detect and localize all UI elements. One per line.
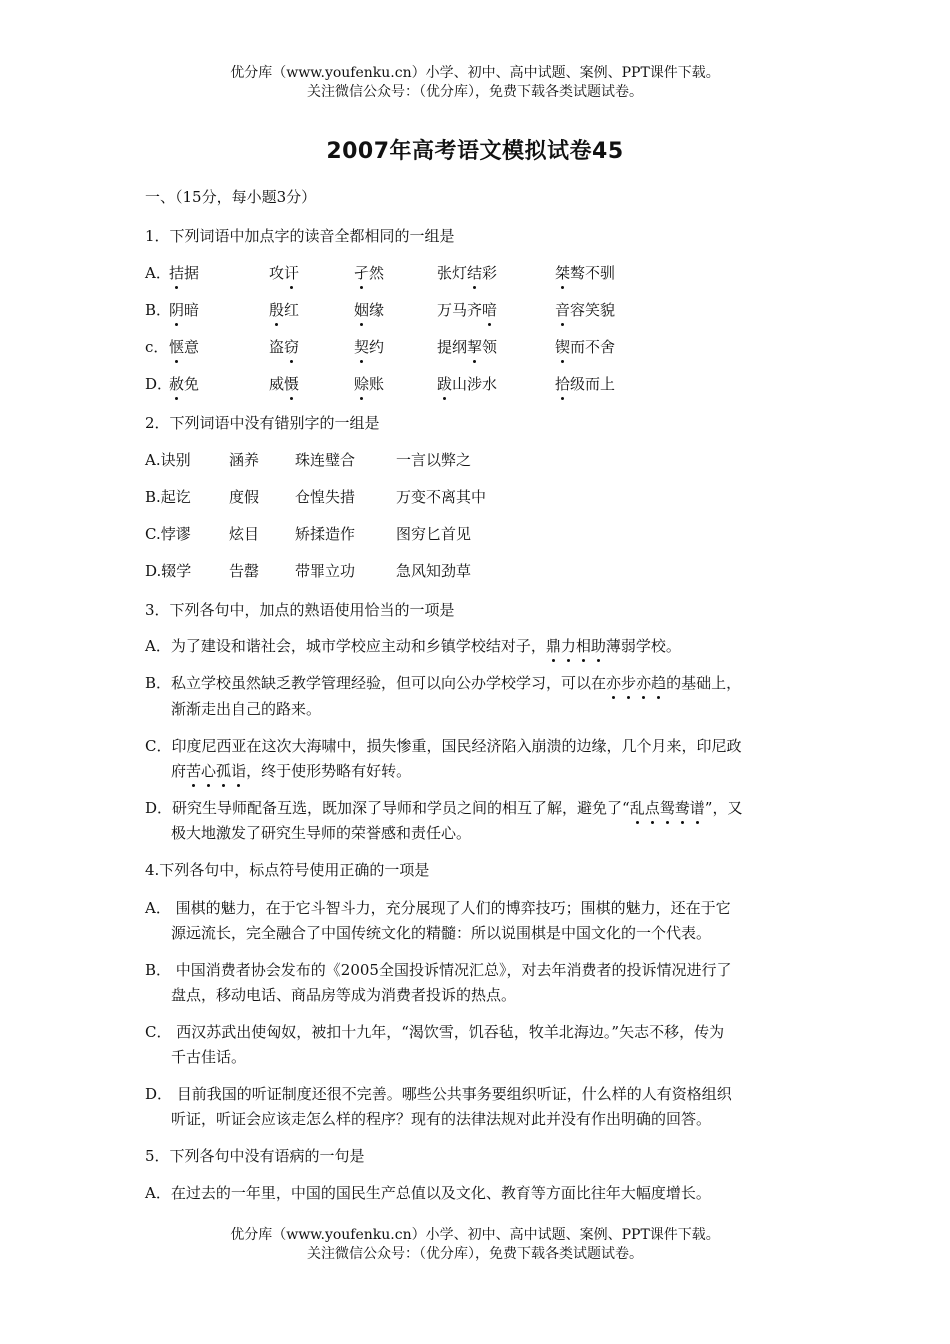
word-part: 缘	[369, 301, 385, 319]
q1-word	[354, 262, 384, 284]
dotted-character: 趋	[651, 674, 667, 692]
dotted-character: 讦	[284, 264, 300, 282]
dotted-character: 助	[590, 637, 606, 655]
dotted-character: 阴	[169, 301, 185, 319]
dotted-character: 锲	[555, 338, 571, 356]
word-part: 免	[184, 375, 200, 393]
dotted-character: 喑	[482, 301, 498, 319]
dotted-character: 相	[575, 637, 591, 655]
q2-word: D.辍学	[145, 562, 192, 580]
word-part: 约	[369, 338, 385, 356]
q1-word	[437, 299, 497, 321]
q1-word	[169, 299, 199, 321]
page-footer	[0, 1226, 950, 1264]
q1-option-label: B．	[145, 301, 172, 319]
word-part: 级而上	[570, 375, 616, 393]
dotted-character: 谱	[689, 799, 705, 817]
q1-word	[269, 299, 299, 321]
dotted-character: 跋	[437, 375, 453, 393]
word-part: 提纲	[437, 338, 468, 356]
header-line-2: 关注微信公众号：（优分库），免费下载各类试题试卷。	[307, 84, 643, 100]
q2-word: 万变不离其中	[396, 488, 487, 506]
q4-option-c-line2: 千古佳话。	[171, 1048, 247, 1066]
dotted-character: 步	[621, 674, 637, 692]
dotted-character: 亦	[636, 674, 652, 692]
q1-option-label: D．	[145, 375, 173, 393]
q1-word	[437, 336, 497, 358]
q3-option-d-line2: 极大地激发了研究生导师的荣誉感和责任心。	[171, 824, 472, 842]
footer-line-2: 关注微信公众号：（优分库），免费下载各类试题试卷。	[307, 1246, 643, 1262]
q2-word: 炫目	[229, 525, 260, 543]
word-part: 暗	[184, 301, 200, 319]
q2-word: 涵养	[229, 451, 260, 469]
dotted-character: 孤	[216, 762, 232, 780]
q1-word	[169, 336, 199, 358]
dotted-character: 结	[467, 264, 483, 282]
dotted-character: 殷	[269, 301, 285, 319]
dotted-character: 力	[560, 637, 576, 655]
q2-word: 图穷匕首见	[396, 525, 472, 543]
q3-d-tail: ”，又	[704, 799, 743, 817]
q3-c-tail: ，终于使形势略有好转。	[246, 762, 412, 780]
q3-stem: 3．下列各句中，加点的熟语使用恰当的一项是	[145, 601, 455, 619]
dotted-character: 拾	[555, 375, 571, 393]
q2-word: 告罄	[229, 562, 260, 580]
dotted-character: 惬	[169, 338, 185, 356]
dotted-character: 慑	[284, 375, 300, 393]
dotted-character: 亦	[606, 674, 622, 692]
q2-stem: 2．下列词语中没有错别字的一组是	[145, 414, 380, 432]
footer-line-1: 优分库（www.youfenku.cn）小学、初中、高中试题、案例、PPT课件下载。	[230, 1227, 720, 1243]
q2-word: C.悖谬	[145, 525, 191, 543]
dotted-character: 桀	[555, 264, 571, 282]
q4-option-a-line2: 源远流长，完全融合了中国传统文化的精髓：所以说围棋是中国文化的一个代表。	[171, 924, 712, 942]
q1-word	[555, 373, 615, 395]
dotted-character: 苦	[186, 762, 202, 780]
q4-option-d-line1: D． 目前我国的听证制度还很不完善。哪些公共事务要组织听证，什么样的人有资格组织	[145, 1085, 732, 1103]
dotted-character: 点	[644, 799, 660, 817]
q3-option-b-line2: 渐渐走出自己的路来。	[171, 700, 322, 718]
dotted-character: 窃	[284, 338, 300, 356]
q3-b-dotted-phrase	[606, 674, 666, 692]
q1-word	[555, 299, 615, 321]
q4-option-b-line1: B． 中国消费者协会发布的《2005全国投诉情况汇总》，对去年消费者的投诉情况进行了	[145, 961, 732, 979]
word-part: 账	[369, 375, 385, 393]
page-header	[0, 64, 950, 102]
q4-option-d-line2: 听证，听证会应该走怎么样的程序？现有的法律法规对此并没有作出明确的回答。	[171, 1110, 712, 1128]
q3-option-d-line1	[145, 797, 742, 819]
header-line-1: 优分库（www.youfenku.cn）小学、初中、高中试题、案例、PPT课件下载。	[230, 65, 720, 81]
q3-c-dotted-phrase	[186, 762, 246, 780]
word-part: 领	[482, 338, 498, 356]
q4-stem: 4.下列各句中，标点符号使用正确的一项是	[145, 861, 430, 879]
q1-word	[269, 262, 299, 284]
dotted-character: 孑	[354, 264, 370, 282]
word-part: 然	[369, 264, 385, 282]
word-part: 张灯	[437, 264, 468, 282]
q2-word: 珠连璧合	[295, 451, 356, 469]
q4-option-c-line1: C． 西汉苏武出使匈奴，被扣十九年，“渴饮雪，饥吞毡，牧羊北海边。”矢志不移，传为	[145, 1023, 725, 1041]
dotted-character: 赦	[169, 375, 185, 393]
q1-word	[354, 373, 384, 395]
q3-option-c-line1: C．印度尼西亚在这次大海啸中，损失惨重，国民经济陷入崩溃的边缘，几个月来，印尼政	[145, 737, 742, 755]
q2-word: 矫揉造作	[295, 525, 356, 543]
word-part: 骜不驯	[570, 264, 616, 282]
q1-option-label: A．	[145, 264, 171, 282]
q1-word	[269, 336, 299, 358]
dotted-character: 心	[201, 762, 217, 780]
dotted-character: 赊	[354, 375, 370, 393]
q1-word	[437, 373, 497, 395]
q3-a-tail: 薄弱学校。	[605, 637, 681, 655]
q3-a-text: A．为了建设和谐社会，城市学校应主动和乡镇学校结对子，	[145, 637, 546, 655]
q2-word: 带罪立功	[295, 562, 356, 580]
q1-word	[169, 262, 199, 284]
q3-d-dotted-phrase	[630, 799, 705, 817]
q1-word	[169, 373, 199, 395]
q4-option-a-line1: A． 围棋的魅力，在于它斗智斗力，充分展现了人们的博弈技巧；围棋的魅力，还在于它	[145, 899, 731, 917]
q1-word	[555, 336, 615, 358]
q3-d-text: D．研究生导师配备互选，既加深了导师和学员之间的相互了解，避免了“	[145, 799, 630, 817]
q3-option-b-line1	[145, 672, 741, 694]
q2-word: 一言以弊之	[396, 451, 472, 469]
q4-option-b-line2: 盘点，移动电话、商品房等成为消费者投诉的热点。	[171, 986, 517, 1004]
q1-word	[354, 299, 384, 321]
section-heading: 一、（15分，每小题3分）	[145, 188, 317, 206]
word-part: 攻	[269, 264, 285, 282]
dotted-character: 挈	[467, 338, 483, 356]
dotted-character: 乱	[629, 799, 645, 817]
q5-stem: 5．下列各句中没有语病的一句是	[145, 1147, 365, 1165]
word-part: 据	[184, 264, 200, 282]
q1-option-label: c．	[145, 338, 169, 356]
q1-word	[555, 262, 615, 284]
q1-word	[437, 262, 497, 284]
q1-word	[354, 336, 384, 358]
word-part: 山涉水	[452, 375, 498, 393]
dotted-character: 姻	[354, 301, 370, 319]
q1-stem: 1．下列词语中加点字的读音全都相同的一组是	[145, 227, 455, 245]
q3-b-tail: 的基础上，	[666, 674, 742, 692]
word-part: 彩	[482, 264, 498, 282]
word-part: 威	[269, 375, 285, 393]
word-part: 意	[184, 338, 200, 356]
q3-a-dotted-phrase	[546, 637, 606, 655]
word-part: 而不舍	[570, 338, 616, 356]
word-part: 万马齐	[437, 301, 483, 319]
q3-option-c-line2	[145, 760, 411, 782]
dotted-character: 契	[354, 338, 370, 356]
word-part: 红	[284, 301, 300, 319]
q2-word: A.诀别	[145, 451, 191, 469]
word-part: 容笑貌	[570, 301, 616, 319]
page-title: 2007年高考语文模拟试卷45	[326, 139, 624, 164]
q3-c-text: 府	[171, 762, 187, 780]
q3-option-a	[145, 635, 681, 657]
dotted-character: 拮	[169, 264, 185, 282]
dotted-character: 鸯	[674, 799, 690, 817]
q5-option-a: A．在过去的一年里，中国的国民生产总值以及文化、教育等方面比往年大幅度增长。	[145, 1184, 711, 1202]
dotted-character: 诣	[231, 762, 247, 780]
word-part: 盗	[269, 338, 285, 356]
q1-word	[269, 373, 299, 395]
dotted-character: 音	[555, 301, 571, 319]
q3-b-text: B．私立学校虽然缺乏教学管理经验，但可以向公办学校学习，可以在	[145, 674, 607, 692]
q2-word: 度假	[229, 488, 260, 506]
q2-word: 仓惶失措	[295, 488, 356, 506]
dotted-character: 鸳	[659, 799, 675, 817]
dotted-character: 鼎	[545, 637, 561, 655]
q2-word: 急风知劲草	[396, 562, 472, 580]
q2-word: B.起讫	[145, 488, 191, 506]
